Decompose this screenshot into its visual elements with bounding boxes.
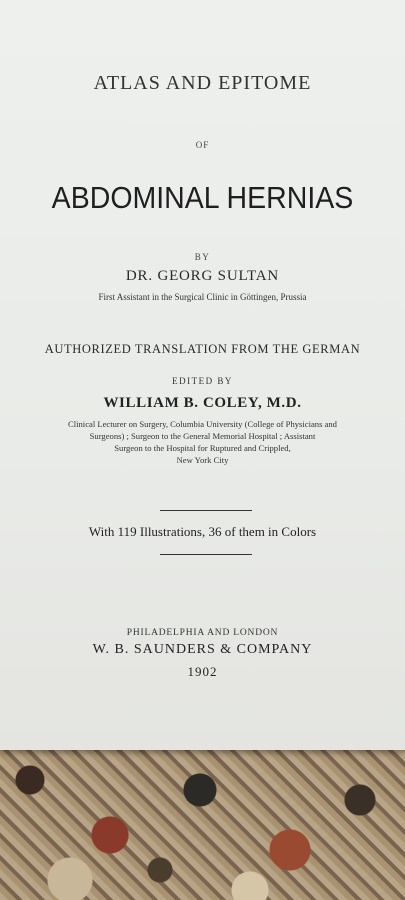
translation-note: AUTHORIZED TRANSLATION FROM THE GERMAN (44, 342, 361, 356)
editor-affiliation-line: Surgeon to the Hospital for Ruptured and Crippled, (114, 443, 291, 453)
editor-affiliation-line: Clinical Lecturer on Surgery, Columbia University (College of Physicians and (68, 419, 337, 429)
editor-affiliation (30, 418, 375, 466)
publisher-name: W. B. SAUNDERS & COMPANY (92, 642, 313, 657)
series-title: ATLAS AND EPITOME (93, 72, 312, 94)
editor-name: WILLIAM B. COLEY, M.D. (103, 395, 302, 411)
illustrations-note: With 119 Illustrations, 36 of them in Colors (88, 524, 317, 539)
author-name: DR. GEORG SULTAN (125, 268, 280, 284)
author-affiliation: First Assistant in the Surgical Clinic in Göttingen, Prussia (98, 292, 307, 302)
divider-rule (160, 554, 252, 555)
edited-by-text: EDITED BY (172, 376, 233, 386)
of-text: OF (195, 140, 210, 150)
carpet-background (0, 740, 405, 900)
editor-affiliation-line: New York City (176, 455, 229, 465)
publication-place: PHILADELPHIA AND LONDON (126, 628, 279, 638)
publication-year: 1902 (187, 664, 218, 679)
editor-affiliation-line: Surgeons) ; Surgeon to the General Memorial Hospital ; Assistant (89, 431, 316, 441)
by-text: BY (194, 252, 211, 262)
divider-rule (160, 510, 252, 511)
main-title: ABDOMINAL HERNIAS (51, 180, 354, 215)
